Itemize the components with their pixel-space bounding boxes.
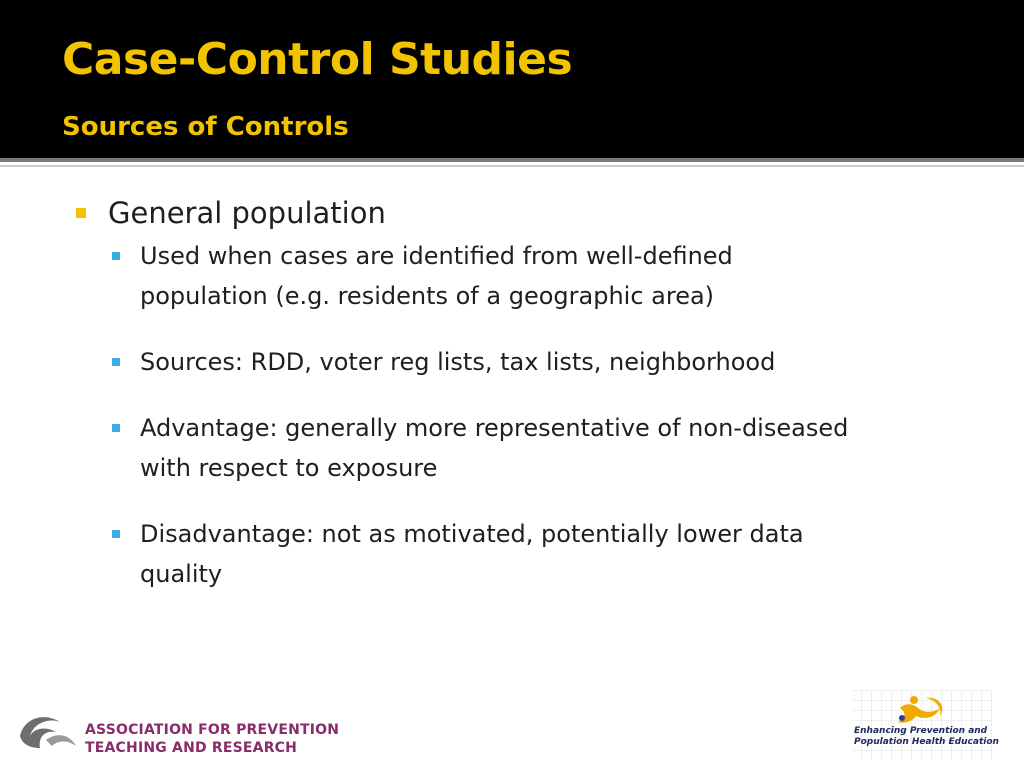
title-band: [0, 0, 1024, 158]
slide-title: Case-Control Studies: [62, 34, 573, 85]
ephe-figure-icon: [892, 694, 948, 728]
square-bullet-icon: [112, 358, 120, 366]
aptr-logo: [16, 702, 356, 758]
ephe-name-line2: Population Health Education: [854, 737, 999, 747]
bullet-level1: [70, 192, 970, 234]
sub-bullet-line: with respect to exposure: [140, 454, 438, 482]
sub-bullet: [110, 236, 970, 316]
slide-subtitle: Sources of Controls: [62, 112, 349, 142]
org-name-line1: ASSOCIATION FOR PREVENTION: [85, 722, 340, 738]
sub-bullet-line: Disadvantage: not as motivated, potentially lower data: [140, 520, 804, 548]
sub-bullet-line: population (e.g. residents of a geographic area): [140, 282, 715, 310]
sub-bullet-line: Advantage: generally more representative of non-diseased: [140, 414, 849, 442]
square-bullet-icon: [112, 252, 120, 260]
org-name-line2: TEACHING AND RESEARCH: [85, 740, 298, 756]
sub-bullet: [110, 514, 970, 594]
square-bullet-icon: [76, 208, 86, 218]
aptr-swoosh-icon: [16, 706, 80, 756]
sub-bullet: [110, 342, 970, 382]
divider-dark: [0, 158, 1024, 162]
square-bullet-icon: [112, 530, 120, 538]
sub-bullet: [110, 408, 970, 488]
sub-bullet-list: [110, 236, 970, 594]
square-bullet-icon: [112, 424, 120, 432]
ephe-logo: [852, 690, 999, 760]
divider-light: [0, 165, 1024, 167]
sub-bullet-line: quality: [140, 560, 223, 588]
sub-bullet-line: Sources: RDD, voter reg lists, tax lists, neighborhood: [140, 348, 776, 376]
sub-bullet-line: Used when cases are identified from well-defined: [140, 242, 733, 270]
bullet-level1-text: General population: [108, 196, 386, 230]
bullet-list: [70, 192, 970, 620]
ephe-name-line1: Enhancing Prevention and: [854, 726, 988, 736]
